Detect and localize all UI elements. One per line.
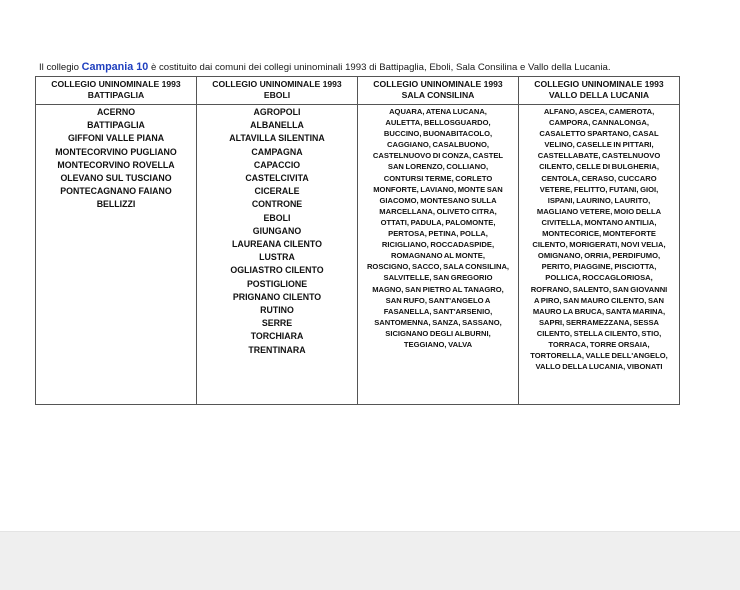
town-line: CASTELLABATE, CASTELNUOVO — [537, 151, 661, 161]
cell-vallo-della-lucania — [519, 105, 680, 405]
town-line: OMIGNANO, ORRIA, PERDIFUMO, — [537, 251, 661, 261]
town-line: SICIGNANO DEGLI ALBURNI, — [385, 328, 491, 338]
town-name: SERRE — [261, 318, 293, 329]
town-line: CONTURSI TERME, CORLETO — [383, 173, 493, 183]
town-line: RICIGLIANO, ROCCADASPIDE, — [381, 240, 495, 250]
town-name: PONTECAGNANO FAIANO — [60, 186, 172, 197]
town-line: ROFRANO, SALENTO, SAN GIOVANNI — [530, 284, 668, 294]
town-paragraph-sala-consilina — [361, 106, 515, 350]
town-line: MAGNO, SAN PIETRO AL TANAGRO, — [372, 284, 504, 294]
header-title: COLLEGIO UNINOMINALE 1993 — [51, 79, 181, 89]
town-name: MONTECORVINO ROVELLA — [57, 159, 175, 170]
header-subtitle: BATTIPAGLIA — [87, 90, 145, 100]
header-subtitle: VALLO DELLA LUCANIA — [548, 90, 650, 100]
town-line: MONFORTE, LAVIANO, MONTE SAN — [373, 184, 503, 194]
cell-battipaglia — [36, 105, 197, 405]
header-title: COLLEGIO UNINOMINALE 1993 — [212, 79, 342, 89]
town-line: TEGGIANO, VALVA — [403, 339, 473, 349]
town-line: ALFANO, ASCEA, CAMEROTA, — [543, 107, 655, 116]
town-line: SAPRI, SERRAMEZZANA, SESSA — [538, 317, 660, 327]
town-line: PERTOSA, PETINA, POLLA, — [388, 229, 488, 239]
town-line: ROSCIGNO, SACCO, SALA CONSILINA, — [366, 262, 510, 272]
town-line: BUCCINO, BUONABITACOLO, — [383, 129, 493, 139]
town-line: VETERE, FELITTO, FUTANI, GIOI, — [539, 184, 659, 194]
town-name: PRIGNANO CILENTO — [232, 291, 322, 302]
town-line: GIACOMO, MONTESANO SULLA — [379, 195, 497, 205]
bottom-gray-band — [0, 531, 740, 590]
town-line: CAGGIANO, CASALBUONO, — [386, 140, 489, 150]
town-line: ROMAGNANO AL MONTE, — [391, 251, 485, 261]
town-line: SAN LORENZO, COLLIANO, — [387, 162, 489, 172]
header-subtitle: EBOLI — [263, 90, 291, 100]
town-name: ALTAVILLA SILENTINA — [229, 133, 325, 144]
town-line: AULETTA, BELLOSGUARDO, — [385, 118, 491, 128]
town-line: FASANELLA, SANT'ARSENIO, — [383, 306, 493, 316]
town-name: CAPACCIO — [253, 159, 301, 170]
header-eboli — [197, 77, 358, 105]
town-line: VELINO, CASELLE IN PITTARI, — [544, 140, 654, 150]
town-paragraph-vallo-della-lucania — [522, 106, 676, 372]
town-name: LAUREANA CILENTO — [232, 239, 322, 250]
intro-after: è costituito dai comuni dei collegi uninominali 1993 di Battipaglia, Eboli, Sala Consilina e Vallo della Lucania. — [148, 61, 611, 73]
town-line: A PIRO, SAN MAURO CILENTO, SAN — [534, 295, 664, 305]
town-line: CILENTO, CELLE DI BULGHERIA, — [539, 162, 659, 172]
town-name: POSTIGLIONE — [246, 278, 308, 289]
town-name: EBOLI — [263, 212, 291, 223]
town-line: CILENTO, STELLA CILENTO, STIO, — [536, 328, 662, 338]
town-line: ISPANI, LAURINO, LAURITO, — [547, 195, 651, 205]
town-name: OGLIASTRO CILENTO — [230, 265, 324, 276]
table-body-row — [36, 105, 680, 405]
table-header-row — [36, 77, 680, 105]
town-line: SALVITELLE, SAN GREGORIO — [383, 273, 493, 283]
town-line: CASTELNUOVO DI CONZA, CASTEL — [372, 151, 504, 161]
cell-sala-consilina — [358, 105, 519, 405]
town-line: SAN RUFO, SANT'ANGELO A — [385, 295, 491, 305]
town-name: ACERNO — [96, 107, 136, 117]
intro-text — [39, 61, 719, 74]
town-line: SANTOMENNA, SANZA, SASSANO, — [374, 317, 502, 327]
town-line: AQUARA, ATENA LUCANA, — [389, 107, 487, 116]
intro-before: Il collegio — [39, 61, 82, 73]
town-name: OLEVANO SUL TUSCIANO — [60, 173, 172, 184]
town-line: TORRACA, TORRE ORSAIA, — [548, 339, 650, 349]
town-line: CASALETTO SPARTANO, CASAL — [539, 129, 659, 139]
town-name: MONTECORVINO PUGLIANO — [55, 146, 177, 157]
town-line: CAMPORA, CANNALONGA, — [549, 118, 649, 128]
header-title: COLLEGIO UNINOMINALE 1993 — [534, 79, 664, 89]
town-name: GIFFONI VALLE PIANA — [67, 133, 165, 144]
town-line: PERITO, PIAGGINE, PISCIOTTA, — [541, 262, 657, 272]
town-line: TORTORELLA, VALLE DELL'ANGELO, — [530, 351, 668, 361]
town-line: POLLICA, ROCCAGLORIOSA, — [545, 273, 653, 283]
town-line: CIVITELLA, MONTANO ANTILIA, — [541, 217, 657, 227]
town-name: CICERALE — [254, 186, 300, 197]
town-name: TORCHIARA — [250, 331, 304, 342]
town-list-eboli — [200, 106, 354, 357]
header-vallo-della-lucania — [519, 77, 680, 105]
town-line: CILENTO, MORIGERATI, NOVI VELIA, — [532, 240, 666, 250]
cell-eboli — [197, 105, 358, 405]
town-name: CASTELCIVITA — [245, 173, 309, 184]
collegi-table — [35, 76, 680, 405]
town-name: RUTINO — [260, 305, 294, 316]
header-sala-consilina — [358, 77, 519, 105]
town-line: MONTECORICE, MONTEFORTE — [542, 229, 656, 239]
town-name: GIUNGANO — [252, 225, 302, 236]
town-list-battipaglia — [39, 106, 193, 212]
town-name: CAMPAGNA — [251, 146, 303, 157]
header-battipaglia — [36, 77, 197, 105]
town-line: MARCELLANA, OLIVETO CITRA, — [379, 206, 497, 216]
town-name: BATTIPAGLIA — [87, 120, 145, 131]
header-title: COLLEGIO UNINOMINALE 1993 — [373, 79, 503, 89]
town-line: CENTOLA, CERASO, CUCCARO — [541, 173, 657, 183]
town-line: OTTATI, PADULA, PALOMONTE, — [380, 217, 496, 227]
header-subtitle: SALA CONSILINA — [401, 90, 475, 100]
town-line: MAURO LA BRUCA, SANTA MARINA, — [532, 306, 666, 316]
town-line: MAGLIANO VETERE, MOIO DELLA — [536, 206, 662, 216]
town-name: AGROPOLI — [253, 107, 301, 117]
town-name: CONTRONE — [251, 199, 303, 210]
collegio-name-highlight: Campania 10 — [81, 60, 149, 73]
town-name: LUSTRA — [259, 252, 295, 263]
town-line: VALLO DELLA LUCANIA, VIBONATI — [535, 362, 663, 372]
town-name: BELLIZZI — [96, 199, 136, 210]
town-name: TRENTINARA — [248, 344, 306, 355]
town-name: ALBANELLA — [250, 120, 304, 131]
